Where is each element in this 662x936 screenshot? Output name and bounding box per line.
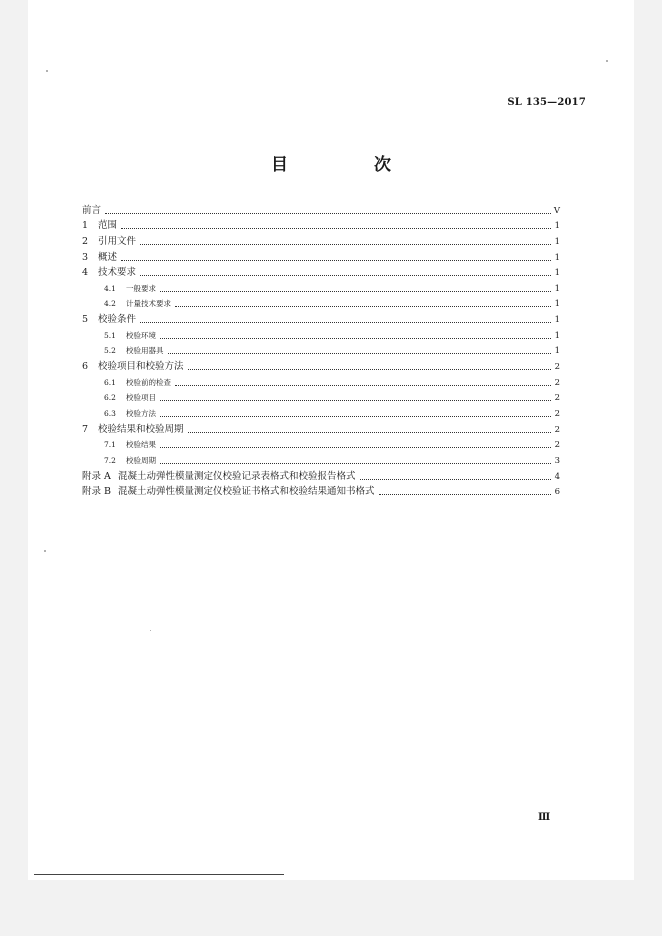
toc-entry[interactable]: [82, 467, 560, 483]
toc-leader-dots: [175, 384, 551, 386]
toc-entry[interactable]: [82, 326, 560, 342]
toc-entry-page: 2: [554, 408, 560, 419]
toc-entry-number: 1: [82, 220, 89, 232]
toc-leader-dots: [140, 243, 551, 245]
toc-leader-dots: [160, 399, 551, 401]
toc-entry-number: 6: [82, 361, 89, 373]
toc-entry-page: 2: [554, 424, 560, 435]
toc-entry[interactable]: [82, 201, 560, 217]
toc-entry-page: 2: [554, 377, 560, 388]
toc-entry-number: 6.2: [104, 393, 116, 403]
toc-entry-label: 范围: [98, 220, 118, 232]
toc-entry-page: 1: [554, 299, 560, 310]
toc-leader-dots: [140, 321, 551, 323]
toc-leader-dots: [160, 337, 551, 339]
toc-entry-label: 校验方法: [126, 408, 156, 418]
toc-entry-number: 6.1: [104, 377, 116, 387]
toc-entry[interactable]: [82, 310, 560, 326]
toc-entry-number: 附录 B: [82, 486, 112, 498]
toc-entry-number: 4: [82, 267, 89, 279]
toc-leader-dots: [160, 415, 551, 417]
toc-entry-label: 计量技术要求: [126, 299, 171, 309]
toc-entry-label: 校验项目: [126, 393, 156, 403]
toc-leader-dots: [188, 431, 551, 433]
toc-entry-number: 7.2: [104, 455, 116, 465]
toc-entry-label: 校验环境: [126, 330, 156, 340]
toc-entry[interactable]: [82, 342, 560, 358]
toc-entry[interactable]: [82, 217, 560, 233]
toc-entry-label: 混凝土动弹性模量测定仪校验证书格式和校验结果通知书格式: [118, 486, 375, 498]
toc-entry[interactable]: [82, 357, 560, 373]
toc-entry-label: 校验前的检查: [126, 377, 171, 387]
toc-entry-page: 4: [554, 471, 560, 482]
toc-entry-page: 1: [554, 252, 560, 263]
toc-entry-page: 6: [554, 487, 560, 498]
toc-entry-page: 1: [554, 283, 560, 294]
toc-entry-label: 前言: [82, 204, 102, 216]
toc-title: 目 次: [271, 155, 431, 175]
toc-entry-number: 3: [82, 251, 89, 263]
toc-entry[interactable]: [82, 264, 560, 280]
toc-entry-page: 2: [554, 362, 560, 373]
toc-entry-number: 7: [82, 423, 89, 435]
document-code: SL 135—2017: [507, 97, 586, 108]
toc-leader-dots: [160, 462, 551, 464]
toc-entry-page: 1: [554, 268, 560, 279]
toc-entry-label: 概述: [98, 251, 118, 263]
table-of-contents: [82, 201, 560, 498]
toc-entry-label: 校验用器具: [126, 346, 164, 356]
toc-entry-number: 7.1: [104, 440, 116, 450]
toc-entry[interactable]: [82, 389, 560, 405]
toc-leader-dots: [140, 274, 551, 276]
toc-entry-number: 5.2: [104, 346, 116, 356]
toc-entry-number: 5.1: [104, 330, 116, 340]
toc-entry[interactable]: [82, 295, 560, 311]
toc-entry[interactable]: [82, 232, 560, 248]
toc-leader-dots: [188, 368, 551, 370]
toc-entry[interactable]: [82, 373, 560, 389]
toc-entry[interactable]: [82, 279, 560, 295]
toc-entry[interactable]: [82, 451, 560, 467]
toc-entry-label: 一般要求: [126, 283, 156, 293]
toc-entry-page: 1: [554, 236, 560, 247]
toc-leader-dots: [379, 493, 551, 495]
toc-entry-page: 2: [554, 393, 560, 404]
toc-entry-number: 附录 A: [82, 470, 111, 482]
toc-leader-dots: [105, 212, 551, 214]
toc-entry-page: 1: [554, 221, 560, 232]
toc-entry-page: 3: [554, 455, 560, 466]
toc-entry-label: 校验条件: [98, 314, 137, 326]
toc-entry-label: 校验结果: [126, 440, 156, 450]
scan-speck: [46, 70, 48, 72]
toc-entry-page: 2: [554, 440, 560, 451]
toc-leader-dots: [175, 305, 551, 307]
toc-entry-page: 1: [554, 330, 560, 341]
toc-entry-page: 1: [554, 346, 560, 357]
toc-entry-number: 2: [82, 235, 89, 247]
toc-entry[interactable]: [82, 420, 560, 436]
toc-entry[interactable]: [82, 436, 560, 452]
toc-entry-number: 5: [82, 314, 89, 326]
toc-leader-dots: [360, 478, 551, 480]
toc-entry-number: 4.2: [104, 299, 116, 309]
toc-entry-page: 1: [554, 315, 560, 326]
toc-entry-page: V: [553, 205, 560, 216]
footer-rule: [34, 874, 284, 875]
toc-leader-dots: [160, 290, 551, 292]
toc-entry-label: 校验项目和校验方法: [98, 361, 184, 373]
toc-entry-number: 4.1: [104, 283, 116, 293]
toc-entry[interactable]: [82, 483, 560, 499]
toc-entry-label: 校验周期: [126, 455, 156, 465]
toc-entry[interactable]: [82, 248, 560, 264]
toc-entry-label: 校验结果和校验周期: [98, 423, 184, 435]
toc-entry-label: 技术要求: [98, 267, 137, 279]
toc-leader-dots: [121, 259, 551, 261]
scan-speck: [150, 630, 151, 631]
toc-leader-dots: [168, 352, 552, 354]
scan-speck: [606, 60, 608, 62]
toc-leader-dots: [121, 227, 551, 229]
toc-entry-number: 6.3: [104, 408, 116, 418]
toc-leader-dots: [160, 446, 551, 448]
toc-entry[interactable]: [82, 404, 560, 420]
toc-entry-label: 混凝土动弹性模量测定仪校验记录表格式和校验报告格式: [118, 470, 356, 482]
scan-speck: [44, 550, 46, 552]
page-number: Ⅲ: [538, 812, 551, 823]
toc-entry-label: 引用文件: [98, 235, 137, 247]
